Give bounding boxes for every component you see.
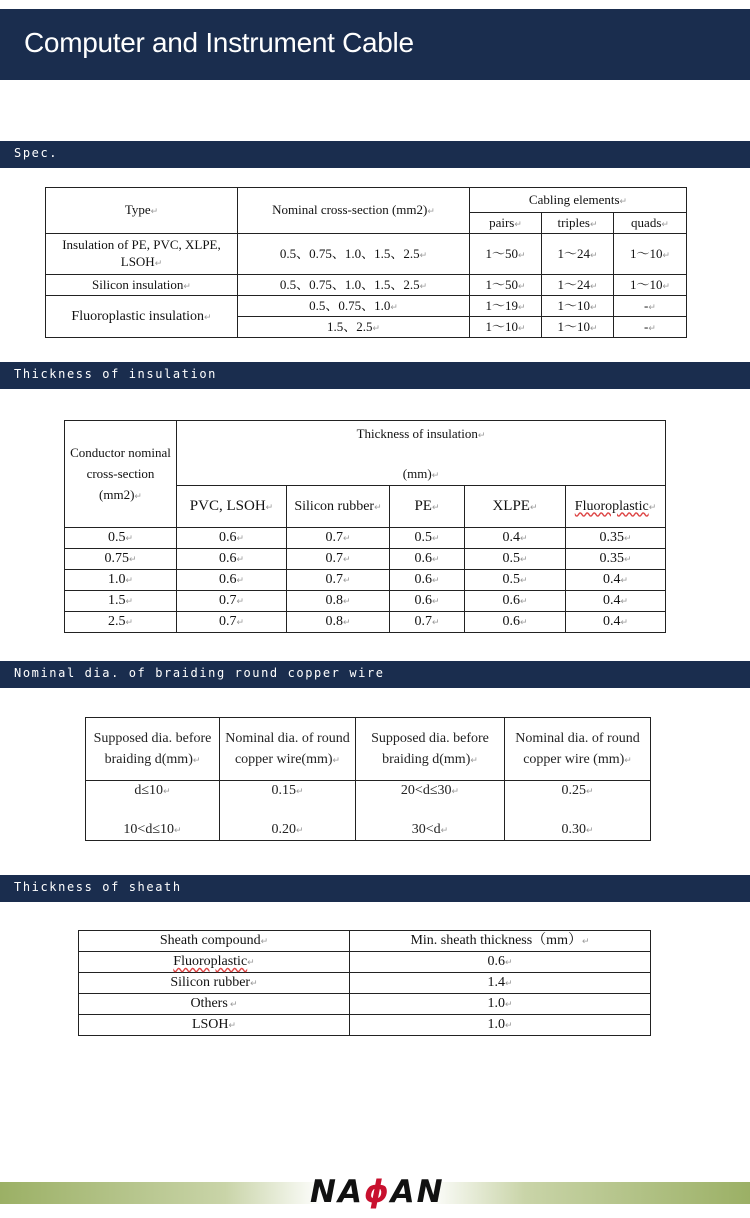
cell: Silicon insulation↵ [46,275,238,296]
cell: 0.6↵ [390,570,465,591]
cell: 1～50↵ [470,275,542,296]
cell: -↵ [614,317,687,338]
braiding-header-nominal-dia-2: Nominal dia. of round copper wire (mm)↵ [505,718,651,781]
cell: -↵ [614,296,687,317]
table-row [79,952,651,973]
spec-table [45,187,687,338]
cell: 0.5、0.75、1.0、1.5、2.5↵ [238,275,470,296]
insulation-table [64,420,666,633]
cell: 0.6↵ [390,591,465,612]
table-row [65,591,666,612]
table-row [65,528,666,549]
cell: 0.6↵ [177,570,287,591]
cell: 0.6↵ [350,952,651,973]
cell: 0.8↵ [287,591,390,612]
page-title: Computer and Instrument Cable [24,27,414,58]
sheath-header-compound: Sheath compound↵ [79,931,350,952]
cell: 1.5↵ [65,591,177,612]
insulation-header-xlpe: XLPE↵ [465,486,566,528]
cell: 0.4↵ [566,570,666,591]
spec-header-triples: triples↵ [542,213,614,234]
cell: d≤10↵ 10<d≤10↵ [86,781,220,841]
cell: 0.6↵ [465,591,566,612]
cell: 0.7↵ [287,570,390,591]
insulation-header-fluoro: Fluoroplastic↵ [566,486,666,528]
table-row [46,234,687,275]
cell: 2.5↵ [65,612,177,633]
table-row [79,1015,651,1036]
cell: 0.4↵ [465,528,566,549]
cell: 0.15↵ 0.20↵ [220,781,356,841]
table-row [65,570,666,591]
sheath-header-min-thickness: Min. sheath thickness（mm）↵ [350,931,651,952]
section-bar-insulation [0,362,750,389]
cell: 0.35↵ [566,549,666,570]
section-bar-sheath [0,875,750,902]
insulation-header-pvc: PVC, LSOH↵ [177,486,287,528]
spec-header-cross-section: Nominal cross-section (mm2)↵ [238,188,470,234]
cell: Insulation of PE, PVC, XLPE, LSOH↵ [46,234,238,275]
cell: 0.6↵ [177,549,287,570]
cell: Silicon rubber↵ [79,973,350,994]
cell: 1～10↵ [470,317,542,338]
section-title-insulation: Thickness of insulation [14,367,217,381]
cell: 1～10↵ [542,296,614,317]
logo-flame-icon: ϕ [363,1174,391,1210]
section-title-spec: Spec. [14,146,59,160]
cell: 1～50↵ [470,234,542,275]
cell: 1～10↵ [614,234,687,275]
cell: 1.5、2.5↵ [238,317,470,338]
cell: 0.6↵ [465,612,566,633]
table-row [65,612,666,633]
cell: Others ↵ [79,994,350,1015]
table-row [79,994,651,1015]
cell: 1.4↵ [350,973,651,994]
table-row [79,973,651,994]
insulation-header-pe: PE↵ [390,486,465,528]
cell: Fluoroplastic insulation↵ [46,296,238,338]
section-bar-braiding [0,661,750,688]
cell: 0.8↵ [287,612,390,633]
insulation-header-thickness: Thickness of insulation↵ (mm)↵ [177,421,666,486]
section-bar-spec [0,141,750,168]
table-row [86,781,651,841]
table-row [46,275,687,296]
section-title-braiding: Nominal dia. of braiding round copper wire [14,666,385,680]
cell: 0.5↵ [390,528,465,549]
cell: 0.5、0.75、1.0↵ [238,296,470,317]
cell: 0.4↵ [566,612,666,633]
cell: LSOH↵ [79,1015,350,1036]
cell: 1～24↵ [542,234,614,275]
cell: 0.7↵ [287,549,390,570]
insulation-header-silicon: Silicon rubber↵ [287,486,390,528]
braiding-header-nominal-dia-1: Nominal dia. of round copper wire(mm)↵ [220,718,356,781]
cell: 0.5↵ [65,528,177,549]
spec-header-type: Type↵ [46,188,238,234]
sheath-table [78,930,651,1036]
section-title-sheath: Thickness of sheath [14,880,182,894]
cell: 0.5↵ [465,570,566,591]
spec-header-cabling: Cabling elements↵ [470,188,687,213]
cell: 1～19↵ [470,296,542,317]
cell: 0.5↵ [465,549,566,570]
cell: 0.75↵ [65,549,177,570]
cell: 0.5、0.75、1.0、1.5、2.5↵ [238,234,470,275]
table-row [46,296,687,317]
page-header [0,9,750,80]
cell: 0.7↵ [390,612,465,633]
cell: 0.4↵ [566,591,666,612]
spec-header-quads: quads↵ [614,213,687,234]
braiding-table [85,717,651,841]
cell: 1.0↵ [65,570,177,591]
braiding-header-supposed-dia-2: Supposed dia. before braiding d(mm)↵ [356,718,505,781]
cell: 1～10↵ [542,317,614,338]
braiding-header-supposed-dia-1: Supposed dia. before braiding d(mm)↵ [86,718,220,781]
insulation-header-conductor: Conductor nominal cross-section (mm2)↵ [65,421,177,528]
cell: 0.6↵ [390,549,465,570]
cell: 0.6↵ [177,528,287,549]
cell: 0.7↵ [177,591,287,612]
brand-logo [310,1172,445,1212]
cell: 20<d≤30↵ 30<d↵ [356,781,505,841]
cell: 0.7↵ [287,528,390,549]
cell: 1～24↵ [542,275,614,296]
table-row [65,549,666,570]
cell: Fluoroplastic↵ [79,952,350,973]
cell: 0.7↵ [177,612,287,633]
cell: 0.25↵ 0.30↵ [505,781,651,841]
logo-text-left: NA [310,1174,364,1210]
logo-text-right: AN [390,1174,445,1210]
cell: 1～10↵ [614,275,687,296]
cell: 0.35↵ [566,528,666,549]
cell: 1.0↵ [350,1015,651,1036]
cell: 1.0↵ [350,994,651,1015]
spec-header-pairs: pairs↵ [470,213,542,234]
